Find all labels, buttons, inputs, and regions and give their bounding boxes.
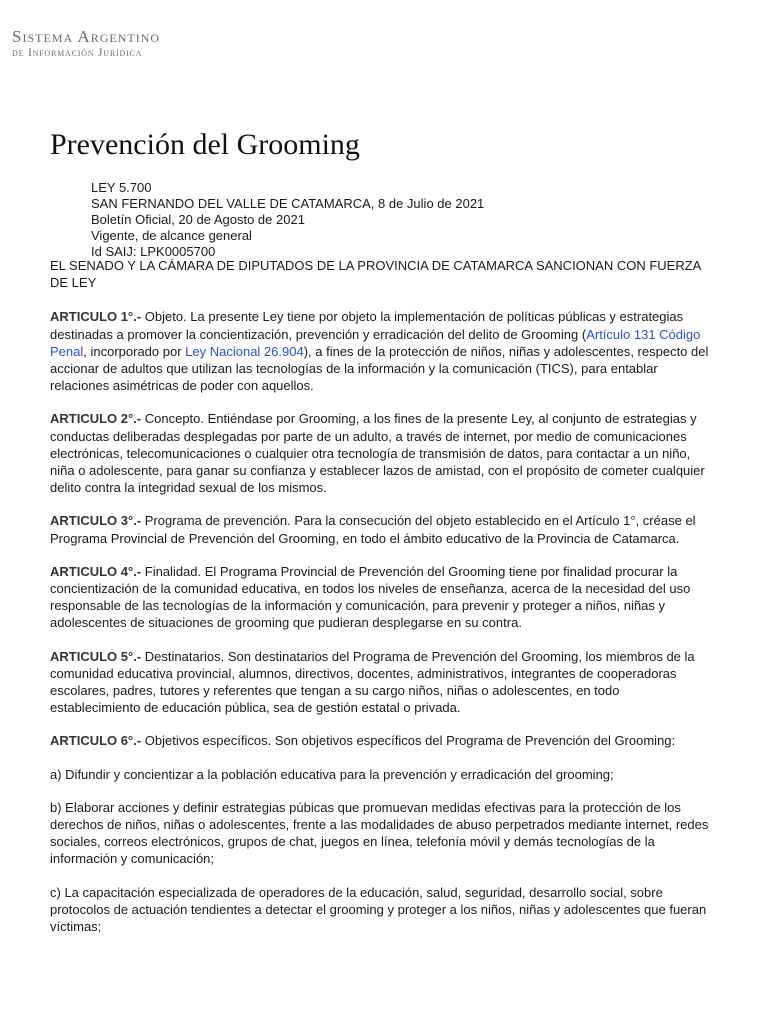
law-vigencia: Vigente, de alcance general [91,228,252,243]
article-5-label: ARTICULO 5°.- [50,648,142,664]
article-5 [50,648,710,717]
objective-item-b: b) Elaborar acciones y definir estrategias púbicas que promuevan medidas efectivas para la protección de los derechos de niños, niñas o adolescentes, frente a las modalidades de abuso perpetrados mediante internet, redes sociales, correos electrónicos, grupos de chat, juegos en línea, telefonía móvil y demás tecnologías de la información y comunicación; [50,799,709,867]
logo-line-2: de Información Jurídica [12,47,143,59]
logo-line-1: Sistema Argentino [12,27,161,46]
objective-item-c: c) La capacitación especializada de operadores de la educación, salud, seguridad, desarrollo social, sobre protocolos de actuación tendientes a detectar el grooming y proteger a los niños, niñas y adolescentes que fueran víctimas; [50,884,707,935]
law-metadata [91,180,484,260]
article-2-label: ARTICULO 2°.- [50,411,142,427]
law-boletin: Boletín Oficial, 20 de Agosto de 2021 [91,212,305,227]
law-id-saij: Id SAIJ: LPK0005700 [91,244,216,259]
preamble: EL SENADO Y LA CÁMARA DE DIPUTADOS DE LA PROVINCIA DE CATAMARCA SANCIONAN CON FUERZA DE LEY [50,258,701,291]
saij-logo [12,28,160,60]
article-5-text: Destinatarios. Son destinatarios del Programa de Prevención del Grooming, los miembros de la comunidad educativa provincial, alumnos, directivos, docentes, administrativos, integrantes de cooperadoras escolares, padres, tutores y referentes que tengan a su cargo niños, niñas o adolescentes, en todo establecimiento de educación pública, sea de gestión estatal o privada. [50,648,695,716]
article-1-label: ARTICULO 1°.- [50,309,142,325]
article-2 [50,410,710,496]
law-place-date: SAN FERNANDO DEL VALLE DE CATAMARCA, 8 de Julio de 2021 [91,196,485,211]
article-1-text-2: , incorporado por [83,343,186,359]
article-4-label: ARTICULO 4°.- [50,563,142,579]
article-2-text: Concepto. Entiéndase por Grooming, a los fines de la presente Ley, al conjunto de estrategias y conductas deliberadas desplegadas por parte de un adulto, a través de internet, por medio de comunicaciones electrónicas, telecomunicaciones o cualquier otra tecnología de transmisión de datos, para contactar a un niño, niña o adolescente, para ganar su confianza y establecer lazos de amistad, con el propósito de cometer cualquier delito contra la integridad sexual de los mismos. [50,411,705,496]
article-6 [50,732,710,749]
link-articulo-131[interactable]: Artículo 131 Código Penal [50,326,701,359]
article-1-text-1: Objeto. La presente Ley tiene por objeto la implementación de políticas públicas y estrategias destinadas a promover la concientización, prevención y erradicación del delito de Grooming ( [50,309,684,342]
article-1 [50,308,710,394]
law-body [50,257,710,951]
article-4-text: Finalidad. El Programa Provincial de Prevención del Grooming tiene por finalidad procurar la concientización de la comunidad educativa, en todos los niveles de enseñanza, acerca de la necesidad del uso responsable de las tecnologías de la información y comunicación, para prevenir y proteger a niños, niñas y adolescentes de situaciones de grooming que pudieran desplegarse en su contra. [50,563,691,631]
article-6-text: Objetivos específicos. Son objetivos específicos del Programa de Prevención del Grooming: [141,733,676,749]
objective-item-a: a) Difundir y concientizar a la población educativa para la prevención y erradicación del grooming; [50,766,614,782]
law-number: LEY 5.700 [91,180,152,195]
article-3-label: ARTICULO 3°.- [50,513,142,529]
article-6-label: ARTICULO 6°.- [50,733,142,749]
page-title: Prevención del Grooming [50,128,360,161]
article-4 [50,563,710,632]
article-3-text: Programa de prevención. Para la consecución del objeto establecido en el Artículo 1°, créase el Programa Provincial de Prevención del Grooming, en todo el ámbito educativo de la Provincia de Catamarca. [50,513,696,546]
article-3 [50,512,710,546]
link-ley-26904[interactable]: Ley Nacional 26.904 [185,343,304,359]
article-1-text-3: ), a fines de la protección de niños, niñas y adolescentes, respecto del accionar de adultos que utilizan las tecnologías de la información y la comunicación (TICS), para entablar relaciones asimétricas de poder con aquellos. [50,343,709,394]
